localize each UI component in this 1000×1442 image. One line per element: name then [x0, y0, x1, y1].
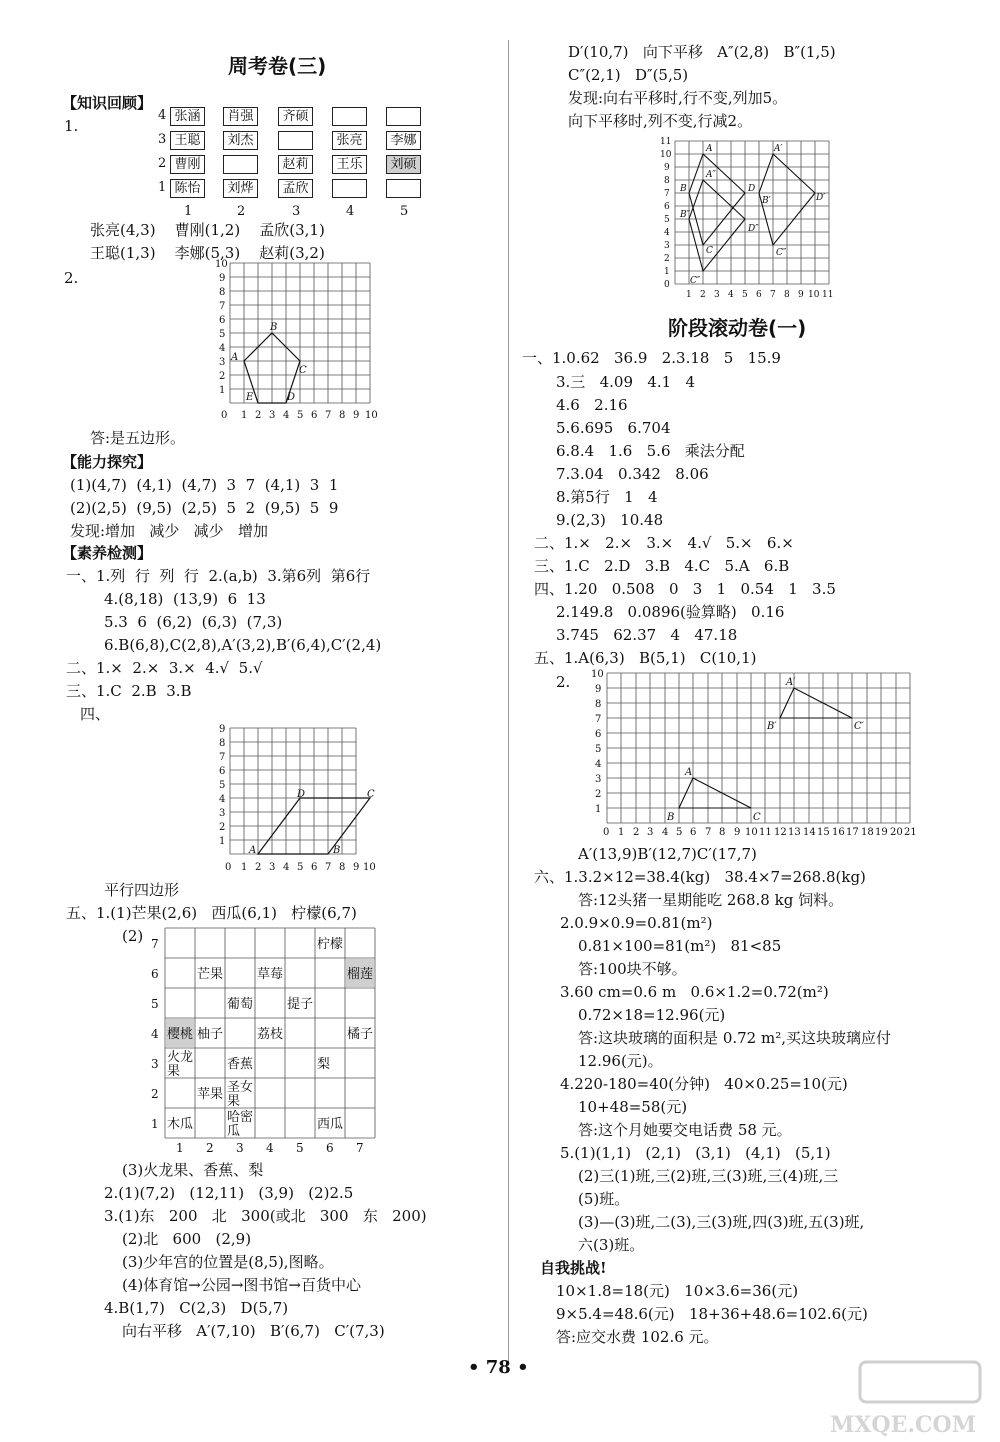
seat-cell: 肖强 — [223, 107, 258, 126]
seat-column-number: 2 — [237, 204, 246, 219]
svg-text:6: 6 — [664, 202, 670, 212]
svg-text:D′: D′ — [816, 193, 826, 203]
seat-cell: 赵莉 — [278, 155, 313, 174]
svg-text:14: 14 — [803, 827, 816, 838]
answer-line: 2.0.9×0.9=0.81(m²) — [560, 914, 713, 932]
answer-line: 答:这块玻璃的面积是 0.72 m²,买这块玻璃应付 — [578, 1029, 891, 1047]
answer-line: 二、1.× 2.× 3.× 4.√ 5.× 6.× — [534, 534, 794, 552]
svg-text:3: 3 — [151, 1057, 159, 1071]
answer-line: (1)(4,7) (4,1) (4,7) 3 7 (4,1) 3 1 — [70, 476, 339, 494]
svg-text:C: C — [299, 365, 307, 376]
answer-line: 10+48=58(元) — [578, 1098, 688, 1116]
heading-knowledge-review: 【知识回顾】 — [62, 94, 153, 112]
answer-line: (2)北 600 (2,9) — [122, 1230, 252, 1248]
svg-text:3: 3 — [595, 774, 602, 785]
svg-text:5: 5 — [296, 1141, 304, 1155]
svg-text:9: 9 — [353, 410, 360, 421]
svg-text:6: 6 — [595, 729, 602, 740]
svg-text:10: 10 — [591, 669, 604, 680]
seat-column-number: 5 — [400, 204, 409, 219]
seat-row-number: 2 — [158, 156, 167, 171]
svg-text:8: 8 — [219, 738, 226, 749]
seat-row-number: 4 — [158, 108, 167, 123]
svg-text:D: D — [297, 789, 306, 800]
answer-line: A′(13,9)B′(12,7)C′(17,7) — [578, 845, 757, 863]
svg-text:7: 7 — [356, 1141, 364, 1155]
svg-text:C″: C″ — [776, 248, 787, 258]
seat-column-number: 1 — [184, 204, 193, 219]
svg-text:9: 9 — [353, 862, 360, 873]
svg-text:B: B — [333, 845, 341, 856]
svg-text:8: 8 — [784, 290, 790, 300]
seat-row-number: 3 — [158, 132, 167, 147]
svg-text:6: 6 — [756, 290, 762, 300]
heading-ability: 【能力探究】 — [62, 453, 153, 471]
fruit-label: 梨 — [317, 1057, 331, 1072]
answer-line: 五、1.A(6,3) B(5,1) C(10,1) — [534, 649, 757, 667]
svg-text:8: 8 — [219, 287, 226, 298]
svg-text:A: A — [685, 767, 693, 778]
svg-text:6: 6 — [690, 827, 697, 838]
svg-text:4: 4 — [664, 228, 670, 238]
seat-cell: 曹刚 — [170, 155, 205, 174]
answer-line: 一、1.0.62 36.9 2.3.18 5 15.9 — [522, 349, 781, 367]
svg-text:5: 5 — [151, 997, 159, 1011]
fruit-label: 樱桃 — [167, 1027, 194, 1042]
svg-text:D″: D″ — [748, 224, 759, 234]
answer-line: 2.149.8 0.0896(验算略) 0.16 — [556, 603, 785, 621]
svg-text:9: 9 — [595, 684, 602, 695]
answer-line: (2)(2,5) (9,5) (2,5) 5 2 (9,5) 5 9 — [70, 499, 339, 517]
svg-text:B: B — [667, 812, 675, 823]
svg-text:3: 3 — [714, 290, 720, 300]
svg-text:9: 9 — [219, 273, 226, 284]
svg-text:C′: C′ — [854, 721, 864, 732]
answer-line: 4.6 2.16 — [556, 396, 628, 414]
svg-text:2: 2 — [255, 410, 262, 421]
fruit-label: 橘子 — [347, 1027, 374, 1042]
svg-text:19: 19 — [875, 827, 888, 838]
svg-text:1: 1 — [219, 836, 226, 847]
svg-text:9: 9 — [734, 827, 741, 838]
svg-text:18: 18 — [861, 827, 874, 838]
svg-text:7: 7 — [325, 410, 332, 421]
svg-text:0: 0 — [221, 410, 228, 421]
svg-text:0: 0 — [664, 280, 670, 290]
svg-text:21: 21 — [904, 827, 917, 838]
svg-text:4: 4 — [151, 1027, 159, 1041]
answer-line: (2) — [122, 927, 144, 945]
answer-line: 三、1.C 2.B 3.B — [66, 682, 192, 700]
answer-line: 答:12头猪一星期能吃 268.8 kg 饲料。 — [578, 891, 844, 909]
answer-line: 7.3.04 0.342 8.06 — [556, 465, 709, 483]
svg-text:11: 11 — [660, 137, 672, 147]
answer-line: 4.(8,18) (13,9) 6 13 — [104, 590, 266, 608]
answer-line: 五、1.(1)芒果(2,6) 西瓜(6,1) 柠檬(6,7) — [66, 904, 357, 922]
svg-text:3: 3 — [269, 862, 276, 873]
seat-cell — [386, 107, 421, 126]
svg-text:A: A — [249, 845, 257, 856]
svg-text:0: 0 — [603, 827, 610, 838]
fruit-label: 芒果 — [197, 967, 224, 982]
svg-text:20: 20 — [890, 827, 903, 838]
fruit-label: 葡萄 — [227, 997, 254, 1012]
svg-text:E: E — [246, 392, 254, 403]
svg-text:10: 10 — [215, 259, 228, 270]
answer-line: 5.3 6 (6,2) (6,3) (7,3) — [104, 613, 283, 631]
answer-line: 10×1.8=18(元) 10×3.6=36(元) — [556, 1282, 799, 1300]
answer-line: 5.(1)(1,1) (2,1) (3,1) (4,1) (5,1) — [560, 1144, 831, 1162]
question-2-label: 2. — [64, 269, 79, 287]
answer-line: 3.(1)东 200 北 300(或北 300 东 200) — [104, 1207, 427, 1225]
svg-text:B: B — [270, 322, 278, 333]
svg-text:9: 9 — [798, 290, 804, 300]
svg-text:B: B — [680, 184, 687, 194]
svg-text:1: 1 — [219, 385, 226, 396]
seat-cell: 张涵 — [170, 107, 205, 126]
svg-text:C″: C″ — [690, 276, 701, 286]
svg-text:1: 1 — [618, 827, 625, 838]
answer-line: 3.60 cm=0.6 m 0.6×1.2=0.72(m²) — [560, 983, 829, 1001]
svg-text:2: 2 — [595, 789, 602, 800]
seat-column-number: 3 — [292, 204, 301, 219]
svg-text:2: 2 — [206, 1141, 214, 1155]
svg-text:1: 1 — [151, 1117, 159, 1131]
answer-line: (3)火龙果、香蕉、梨 — [122, 1161, 264, 1179]
answer-line: 0.72×18=12.96(元) — [578, 1006, 726, 1024]
answer-line: 向右平移 A′(7,10) B′(6,7) C′(7,3) — [122, 1322, 385, 1340]
answer-line: C″(2,1) D″(5,5) — [568, 66, 689, 84]
svg-text:5: 5 — [595, 744, 602, 755]
seat-cell: 刘硕 — [386, 155, 421, 174]
answer-line: 5.6.695 6.704 — [556, 419, 671, 437]
svg-text:4: 4 — [219, 794, 226, 805]
translation-grid-figure — [650, 133, 840, 303]
svg-text:7: 7 — [595, 714, 602, 725]
triangle-grid-figure — [585, 665, 930, 840]
svg-text:6: 6 — [311, 410, 318, 421]
svg-text:B′: B′ — [767, 721, 777, 732]
svg-text:A″: A″ — [706, 170, 716, 180]
svg-text:7: 7 — [705, 827, 712, 838]
answer-line: 答:100块不够。 — [578, 960, 687, 978]
answer-line: D′(10,7) 向下平移 A″(2,8) B″(1,5) — [568, 43, 836, 61]
svg-text:2: 2 — [219, 371, 226, 382]
answer-line: 4.220-180=40(分钟) 40×0.25=10(元) — [560, 1075, 848, 1093]
svg-text:A: A — [231, 352, 239, 363]
fruit-label: 哈密瓜 — [227, 1110, 254, 1139]
watermark-logo — [810, 1360, 995, 1438]
answer-line: 二、1.× 2.× 3.× 4.√ 5.√ — [66, 659, 263, 677]
answer-line: 平行四边形 — [104, 881, 180, 899]
svg-text:15: 15 — [817, 827, 830, 838]
svg-text:3: 3 — [236, 1141, 244, 1155]
heading-quality: 【素养检测】 — [62, 544, 153, 562]
section-title-weekly-3: 周考卷(三) — [228, 54, 327, 78]
svg-text:1: 1 — [241, 410, 248, 421]
svg-text:2: 2 — [255, 862, 262, 873]
svg-text:8: 8 — [595, 699, 602, 710]
svg-text:6: 6 — [326, 1141, 334, 1155]
answer-line: 6.B(6,8),C(2,8),A′(3,2),B′(6,4),C′(2,4) — [104, 636, 382, 654]
fruit-label: 木瓜 — [167, 1117, 194, 1132]
answer-line: 发现:向右平移时,行不变,列加5。 — [568, 89, 788, 107]
answer-line: 四、1.20 0.508 0 3 1 0.54 1 3.5 — [534, 580, 836, 598]
seat-cell — [332, 107, 367, 126]
answer-line: 答:应交水费 102.6 元。 — [556, 1328, 719, 1346]
answer-line: 3.745 62.37 4 47.18 — [556, 626, 738, 644]
svg-text:6: 6 — [151, 967, 159, 981]
svg-text:10: 10 — [660, 150, 672, 160]
svg-text:6: 6 — [219, 766, 226, 777]
svg-text:13: 13 — [788, 827, 801, 838]
svg-text:2: 2 — [151, 1087, 159, 1101]
seat-cell — [386, 179, 421, 198]
answer-line: 2.(1)(7,2) (12,11) (3,9) (2)2.5 — [104, 1184, 354, 1202]
seat-cell: 刘烨 — [223, 179, 258, 198]
answer-line: (3)少年宫的位置是(8,5),图略。 — [122, 1253, 334, 1271]
seat-cell: 齐硕 — [278, 107, 313, 126]
svg-text:4: 4 — [662, 827, 669, 838]
fruit-label: 苹果 — [197, 1087, 224, 1102]
question-1-label: 1. — [64, 117, 79, 135]
answer-line: 8.第5行 1 4 — [556, 488, 658, 506]
answer-line: 4.B(1,7) C(2,3) D(5,7) — [104, 1299, 289, 1317]
seat-cell: 王聪 — [170, 131, 205, 150]
svg-text:5: 5 — [297, 410, 304, 421]
seat-cell — [278, 131, 313, 150]
seat-column-number: 4 — [346, 204, 355, 219]
svg-text:3: 3 — [219, 808, 226, 819]
svg-text:2: 2 — [633, 827, 640, 838]
svg-text:A′: A′ — [786, 677, 796, 688]
answer-line: (3)—(3)班,二(3),三(3)班,四(3)班,五(3)班, — [578, 1213, 865, 1231]
svg-text:8: 8 — [339, 410, 346, 421]
answer-line: (5)班。 — [578, 1190, 630, 1208]
seat-cell — [223, 155, 258, 174]
fruit-label: 香蕉 — [227, 1057, 254, 1072]
svg-text:4: 4 — [283, 862, 290, 873]
answer-line: 3.三 4.09 4.1 4 — [556, 373, 696, 391]
fruit-label: 提子 — [287, 997, 314, 1012]
svg-text:3: 3 — [647, 827, 654, 838]
svg-text:9: 9 — [219, 724, 226, 735]
fruit-grid-figure — [145, 920, 385, 1160]
svg-text:B″: B″ — [680, 210, 690, 220]
fruit-label: 西瓜 — [317, 1117, 344, 1132]
svg-text:B′: B′ — [762, 196, 771, 206]
parallelogram-grid-figure — [205, 720, 395, 880]
answer-line: 三、1.C 2.D 3.B 4.C 5.A 6.B — [534, 557, 790, 575]
answer-line: 张亮(4,3) 曹刚(1,2) 孟欣(3,1) — [90, 221, 325, 239]
svg-text:MXQE.COM: MXQE.COM — [830, 1412, 977, 1438]
svg-text:10: 10 — [363, 862, 376, 873]
pentagon-grid-figure — [205, 255, 395, 430]
seat-cell: 李娜 — [386, 131, 421, 150]
svg-text:1: 1 — [241, 862, 248, 873]
svg-text:17: 17 — [846, 827, 859, 838]
answer-line: 9.(2,3) 10.48 — [556, 511, 664, 529]
svg-text:2: 2 — [664, 254, 670, 264]
svg-text:4: 4 — [595, 759, 602, 770]
answer-line: 答:是五边形。 — [90, 429, 186, 447]
svg-text:8: 8 — [664, 176, 670, 186]
svg-text:7: 7 — [664, 189, 670, 199]
svg-text:9: 9 — [664, 163, 670, 173]
svg-text:3: 3 — [269, 410, 276, 421]
seat-cell: 刘杰 — [223, 131, 258, 150]
answer-line: 9×5.4=48.6(元) 18+36+48.6=102.6(元) — [556, 1305, 868, 1323]
svg-text:5: 5 — [664, 215, 670, 225]
answer-line: (2)三(1)班,三(2)班,三(3)班,三(4)班,三 — [578, 1167, 839, 1185]
answer-line: 12.96(元)。 — [578, 1052, 663, 1070]
seat-cell: 陈怡 — [170, 179, 205, 198]
svg-text:3: 3 — [219, 357, 226, 368]
fruit-label: 榴莲 — [347, 967, 374, 982]
svg-text:A: A — [706, 144, 713, 154]
fruit-label: 柚子 — [197, 1027, 224, 1042]
seat-cell — [332, 179, 367, 198]
fruit-label: 圣女果 — [227, 1080, 254, 1109]
answer-line: 向下平移时,列不变,行减2。 — [568, 112, 753, 130]
svg-text:1: 1 — [176, 1141, 184, 1155]
svg-text:11: 11 — [822, 290, 834, 300]
seat-cell: 张亮 — [332, 131, 367, 150]
svg-text:2: 2 — [219, 822, 226, 833]
answer-line: 一、1.列 行 列 行 2.(a,b) 3.第6列 第6行 — [66, 567, 371, 585]
svg-text:7: 7 — [151, 937, 159, 951]
answer-line: 发现:增加 减少 减少 增加 — [70, 522, 268, 540]
seat-row-number: 1 — [158, 180, 167, 195]
answer-line: 六、1.3.2×12=38.4(kg) 38.4×7=268.8(kg) — [534, 868, 866, 886]
seat-cell: 王乐 — [332, 155, 367, 174]
svg-text:6: 6 — [219, 315, 226, 326]
svg-text:4: 4 — [728, 290, 734, 300]
svg-text:8: 8 — [339, 862, 346, 873]
svg-text:4: 4 — [219, 343, 226, 354]
svg-text:10: 10 — [745, 827, 758, 838]
svg-text:1: 1 — [664, 267, 670, 277]
answer-line: 答:这个月她要交电话费 58 元。 — [578, 1121, 792, 1139]
section-title-stage-1: 阶段滚动卷(一) — [668, 316, 807, 340]
svg-text:4: 4 — [283, 410, 290, 421]
seat-cell: 孟欣 — [278, 179, 313, 198]
fruit-label: 草莓 — [257, 967, 284, 982]
page-number: • 78 • — [468, 1357, 529, 1378]
svg-text:16: 16 — [832, 827, 845, 838]
answer-line: 六(3)班。 — [578, 1236, 645, 1254]
fruit-label: 柠檬 — [317, 937, 344, 952]
svg-text:7: 7 — [770, 290, 776, 300]
svg-text:A′: A′ — [774, 144, 783, 154]
svg-text:5: 5 — [297, 862, 304, 873]
svg-text:C: C — [367, 789, 375, 800]
svg-text:7: 7 — [219, 301, 226, 312]
answer-line: 2. — [556, 673, 571, 691]
answer-line: 四、 — [80, 705, 111, 723]
svg-text:D: D — [287, 392, 296, 403]
svg-text:C: C — [753, 812, 761, 823]
svg-text:11: 11 — [759, 827, 772, 838]
svg-text:1: 1 — [686, 290, 692, 300]
svg-text:2: 2 — [700, 290, 706, 300]
svg-text:5: 5 — [219, 329, 226, 340]
svg-text:7: 7 — [325, 862, 332, 873]
svg-text:10: 10 — [808, 290, 820, 300]
column-divider — [508, 40, 509, 1365]
svg-text:0: 0 — [225, 862, 232, 873]
svg-text:5: 5 — [219, 780, 226, 791]
answer-line: (4)体育馆→公园→图书馆→百货中心 — [122, 1276, 361, 1294]
svg-text:5: 5 — [676, 827, 683, 838]
fruit-label: 火龙果 — [167, 1050, 194, 1079]
fruit-label: 荔枝 — [257, 1027, 284, 1042]
answer-line: 6.8.4 1.6 5.6 乘法分配 — [556, 442, 745, 460]
svg-text:7: 7 — [219, 752, 226, 763]
svg-text:5: 5 — [742, 290, 748, 300]
svg-text:D: D — [748, 184, 756, 194]
svg-text:4: 4 — [266, 1141, 274, 1155]
answer-line: 王聪(1,3) 李娜(5,3) 赵莉(3,2) — [90, 244, 325, 262]
svg-text:8: 8 — [719, 827, 726, 838]
svg-text:12: 12 — [774, 827, 787, 838]
heading-self-challenge: 自我挑战! — [540, 1259, 607, 1277]
svg-text:C: C — [706, 246, 713, 256]
answer-line: 0.81×100=81(m²) 81<85 — [578, 937, 782, 955]
svg-text:6: 6 — [311, 862, 318, 873]
svg-text:10: 10 — [365, 410, 378, 421]
svg-text:3: 3 — [664, 241, 670, 251]
svg-text:1: 1 — [595, 804, 602, 815]
